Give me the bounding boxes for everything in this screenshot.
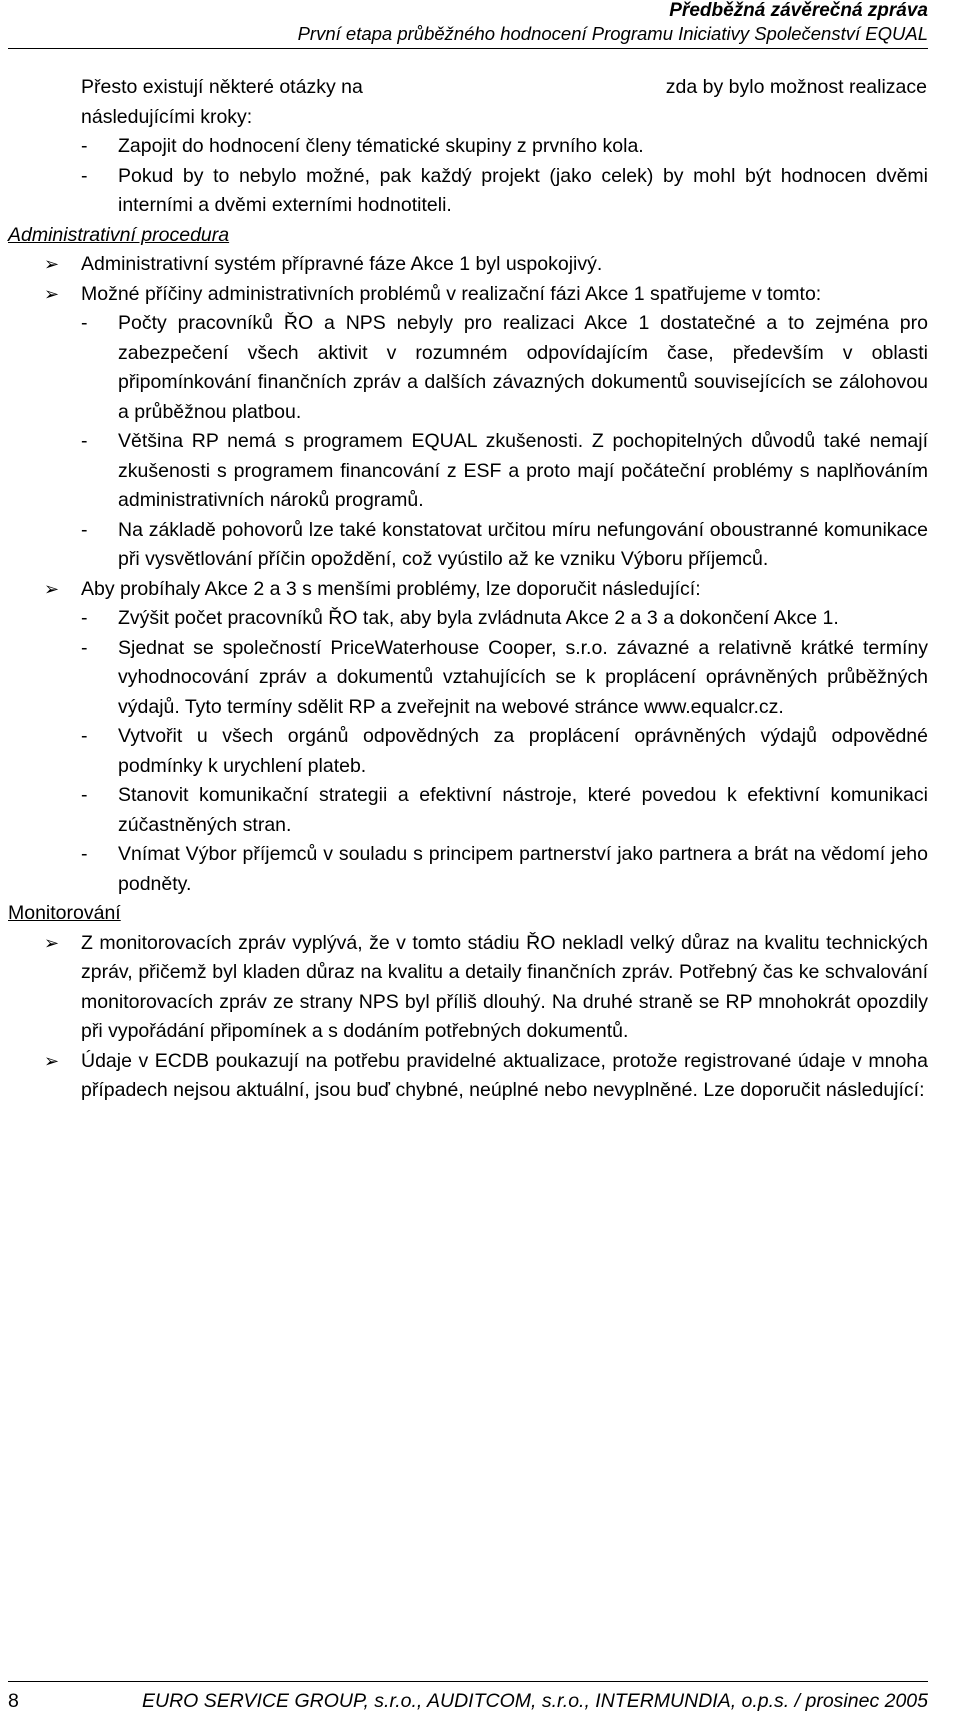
- header-divider: [8, 48, 928, 49]
- recommendation-item: [8, 604, 928, 634]
- arrow-bullet-icon: ➢: [44, 283, 60, 304]
- arrow-bullet: [8, 575, 928, 605]
- intro-dash-text: Zapojit do hodnocení členy tématické skupiny z prvního kola.: [118, 135, 644, 157]
- bullet-text: Údaje v ECDB poukazují na potřebu pravidelné aktualizace, protože registrované údaje v mnoha případech nejsou aktuální, jsou buď chybné, neúplné nebo nevyplněné. Lze doporučit následující:: [81, 1049, 928, 1101]
- intro-continuation: následujícími kroky:: [81, 105, 253, 128]
- dash-marker: -: [81, 636, 88, 659]
- recommendation-item: [8, 722, 928, 781]
- dash-marker: -: [81, 607, 88, 629]
- dash-marker: -: [81, 164, 88, 187]
- recommendation-text: Sjednat se společností PriceWaterhouse Cooper, s.r.o. závazné a relativně krátké termíny vyhodnocování zpráv a dokumentů vztahujících se k proplácení oprávněných průběžných výdajů. Tyto termíny sdělit RP a zveřejnit na webové stránce www.equalcr.cz.: [118, 636, 928, 718]
- arrow-bullet: [8, 929, 928, 1047]
- dash-marker: -: [81, 135, 88, 157]
- page-header: [298, 0, 928, 45]
- bullet-text: Možné příčiny administrativních problémů v realizační fázi Akce 1 spatřujeme v tomto:: [81, 282, 822, 305]
- footer-organizations: EURO SERVICE GROUP, s.r.o., AUDITCOM, s.r.o., INTERMUNDIA, o.p.s. / prosinec 2005: [142, 1690, 928, 1712]
- recommendation-text: Vnímat Výbor příjemců v souladu s principem partnerství jako partnera a brát na vědomí jeho podněty.: [118, 843, 928, 895]
- report-subtitle: První etapa průběžného hodnocení Programu Iniciativy Společenství EQUAL: [297, 23, 928, 44]
- intro-dash-item: [8, 132, 928, 162]
- section-heading-administrativni-procedura: Administrativní procedura: [8, 223, 230, 246]
- dash-marker: -: [81, 784, 88, 806]
- recommendation-item: [8, 840, 928, 899]
- dash-marker: -: [81, 725, 88, 747]
- page-number: 8: [8, 1690, 19, 1712]
- section-heading-monitorovani: Monitorování: [8, 902, 121, 924]
- arrow-bullet: [8, 250, 928, 280]
- dash-marker: -: [81, 518, 88, 541]
- arrow-bullet-icon: ➢: [44, 1050, 60, 1071]
- intro-left: Přesto existují některé otázky na: [81, 76, 363, 98]
- report-title: Předběžná závěrečná zpráva: [669, 0, 928, 21]
- cause-item: [8, 427, 928, 516]
- cause-text: Většina RP nemá s programem EQUAL zkušenosti. Z pochopitelných důvodů také nemají zkušenosti s programem financování z ESF a proto mají počáteční problémy s naplňováním administrativních nároků programů.: [118, 430, 928, 511]
- cause-item: [8, 516, 928, 575]
- intro-line: [8, 73, 928, 103]
- cause-item: [8, 309, 928, 427]
- intro-dash-item: [8, 162, 928, 221]
- intro-dash-text: Pokud by to nebylo možné, pak každý projekt (jako celek) by mohl být hodnocen dvěmi interními a dvěmi externími hodnotiteli.: [118, 164, 928, 216]
- arrow-bullet: [8, 280, 928, 310]
- recommendation-item: [8, 781, 928, 840]
- dash-marker: -: [81, 430, 88, 452]
- arrow-bullet-icon: ➢: [44, 932, 60, 953]
- arrow-bullet-icon: ➢: [44, 578, 60, 599]
- intro-right: zda by bylo možnost realizace: [665, 76, 927, 98]
- document-body: [8, 73, 928, 1106]
- footer-divider: [8, 1681, 928, 1682]
- recommendation-item: [8, 634, 928, 723]
- bullet-text: Z monitorovacích zpráv vyplývá, že v tomto stádiu ŘO nekladl velký důraz na kvalitu technických zpráv, přičemž byl kladen důraz na kvalitu a detaily finančních zpráv. Potřebný čas ke schvalování monitorovacích zpráv ze strany NPS byl příliš dlouhý. Na druhé straně se RP mnohokrát opozdily při vypořádání připomínek a s dodáním potřebných dokumentů.: [81, 931, 928, 1042]
- recommendation-text: Zvýšit počet pracovníků ŘO tak, aby byla zvládnuta Akce 2 a 3 a dokončení Akce 1.: [118, 607, 839, 629]
- arrow-bullet: [8, 1047, 928, 1106]
- recommendation-text: Vytvořit u všech orgánů odpovědných za proplácení oprávněných výdajů odpovědné podmínky k urychlení plateb.: [118, 725, 928, 777]
- arrow-bullet-icon: ➢: [44, 254, 60, 274]
- bullet-text: Administrativní systém přípravné fáze Akce 1 byl uspokojivý.: [81, 253, 603, 275]
- cause-text: Na základě pohovorů lze také konstatovat určitou míru nefungování oboustranné komunikace při vysvětlování příčin opoždění, což vyústilo až ke vzniku Výboru příjemců.: [118, 518, 928, 570]
- recommendation-text: Stanovit komunikační strategii a efektivní nástroje, které povedou k efektivní komunikaci zúčastněných stran.: [118, 784, 928, 836]
- cause-text: Počty pracovníků ŘO a NPS nebyly pro realizaci Akce 1 dostatečné a to zejména pro zabezpečení všech aktivit v rozumném odpovídajícím čase, především v oblasti připomínkování finančních zpráv a dalších závazných dokumentů souvisejících se zálohovou a průběžnou platbou.: [118, 312, 928, 423]
- bullet-text: Aby probíhaly Akce 2 a 3 s menšími problémy, lze doporučit následující:: [81, 577, 701, 600]
- dash-marker: -: [81, 312, 88, 334]
- dash-marker: -: [81, 843, 88, 865]
